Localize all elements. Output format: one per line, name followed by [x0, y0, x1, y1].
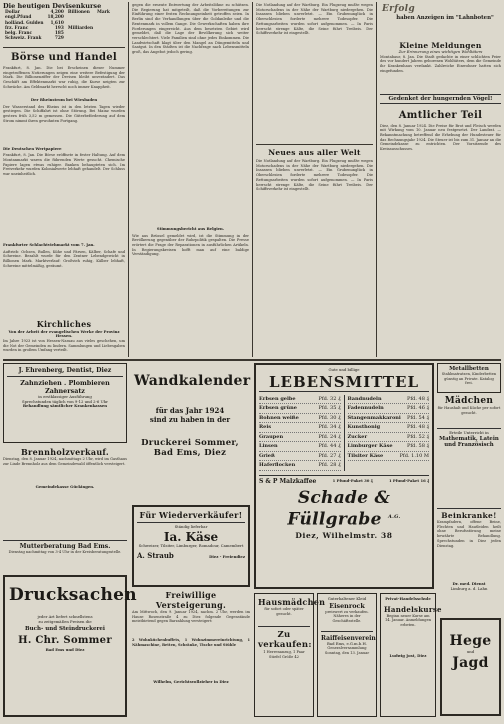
- price-row: [259, 423, 341, 433]
- rate-unit: Milliarden: [67, 25, 94, 31]
- price-row: [259, 404, 341, 414]
- price-item-name: Zucker: [347, 433, 368, 440]
- rate-label: holländ. Gulden: [5, 20, 44, 26]
- mid-column: [132, 3, 249, 358]
- price-row: [259, 461, 341, 471]
- column-rule: [128, 2, 129, 357]
- rate-unit: [66, 36, 95, 41]
- lebensmittel-lists: [259, 395, 429, 471]
- right-column: [380, 3, 501, 336]
- amtlich-text: Diez, den 8. Januar 1924. Die Preise für Brot und Fleisch werden mit Wirkung vom 10. Januar neu festgesetzt. Der Landrat. — Bekanntmachung betreffend die Erhebung der Hundesteuer für das Rechnungsjahr 1924. Die Steuer ist bis zum 31. Januar an die Gemeindekasse zu entrichten. Der Vorsitzende des Kreisausschusses.: [380, 123, 501, 152]
- ad-mutter: [3, 540, 127, 560]
- ad-lebensmittel: [254, 363, 434, 589]
- lahnbote-header: haben Anzeigen im "Lahnboten": [396, 15, 494, 21]
- ad-brennholz: [3, 447, 127, 490]
- kranken-text: Krampfadern, offene Beine, Flechten und Hautleiden heilt ohne Berufsstörung meine bewährte Behandlung. Sprechstunden in Diez jeden Dienstag.: [437, 520, 501, 548]
- price-row: [259, 414, 341, 424]
- rate-label: frz. Franc: [5, 25, 29, 31]
- column-rule: [252, 2, 253, 357]
- zucker-price: 1 Pfund-Paket 16 ₰: [388, 477, 429, 483]
- price-row: [259, 442, 341, 452]
- rate-label: Dollar: [5, 10, 20, 15]
- maedchen-lessons: Mathematik, Latein und Französisch: [439, 435, 499, 448]
- kranken-name: Dr. med. Dienst: [452, 581, 486, 586]
- schlacht-title: Frankfurter Schlachtviehmarkt vom 7. Jan.: [3, 242, 95, 248]
- price-item-name: Erbsen grüne: [259, 405, 297, 412]
- ad-metallbetten: [437, 363, 501, 393]
- malz-row: [259, 475, 429, 485]
- price-item-name: Stangenmakkaroni: [347, 414, 401, 421]
- rate-value: 4,200: [50, 10, 64, 15]
- price-row: [348, 414, 430, 424]
- price-item-price: Pfd. 32 ₰: [318, 395, 341, 402]
- dev-title: Die Deutschen Wertpapiere: [3, 145, 62, 151]
- hausmaedchen-text: für sofort oder später gesucht.: [264, 607, 304, 616]
- rate-note: Mark: [97, 10, 110, 15]
- kaese-title: Ia. Käse: [163, 529, 219, 544]
- brennholz-text: Dienstag, den 8. Januar 1924, nachmittags 2 Uhr, wird im Gasthaus zur Linde Brennholz aus dem Gemeindewald öffentlich versteigert.: [3, 457, 127, 466]
- section2-title: Stimmungsbericht aus Belgien.: [156, 226, 225, 231]
- ehrenberg-line1: Zahnziehen . Plombieren: [20, 379, 110, 387]
- mid-main-text: gegen die erneute Entwertung der Arbeitslöhne zu schützen. Die Regierung hat mitgeteilt, daß die Vorbereitungen zur Einführung einer festen Rechnungseinheit getroffen seien. In Berlin sind die Verhandlungen über die Goldanleihe und die Rentenmark in vollem Gange. Die Gewerkschaften haben ihre Forderungen eingereicht. Aus dem besetzten Gebiet wird gemeldet, daß die Lage der Bevölkerung sich weiter verschlechtert. Viele Familien sind ohne jedes Einkommen. Die Landwirtschaft klagt über den Mangel an Düngemitteln und Saatgut. In den Städten ist die Nachfrage nach Lebensmitteln groß, das Angebot jedoch gering.: [132, 3, 249, 55]
- ad-drucksachen: [3, 575, 137, 717]
- price-row: [348, 404, 430, 414]
- wandkalender-title: Wandkalender: [134, 373, 251, 389]
- ad-versteigerung: [132, 590, 250, 685]
- price-row: [259, 452, 341, 462]
- price-item-name: Bohnen weiße: [259, 414, 299, 421]
- price-item-price: Pfd. 24 ₰: [318, 433, 341, 440]
- kaese-sub: Ständig lieferbar: [174, 524, 208, 529]
- rate-value: 185: [54, 31, 64, 37]
- price-item-name: Grieß: [259, 452, 275, 459]
- ad-hausmaedchen: [254, 593, 326, 717]
- metall-text: Stahlmatratzen, Kinderbetten günstig an Private. Katalog frei.: [441, 372, 497, 386]
- price-item-price: Pfd. 34 ₰: [318, 424, 341, 431]
- amtlich-title: Amtlicher Teil: [398, 109, 483, 121]
- handelskurse-title: Handelskurse: [384, 604, 442, 614]
- drucksachen-name: H. Chr. Sommer: [18, 635, 112, 647]
- kleine-title: Kleine Meldungen: [399, 41, 482, 50]
- price-item-price: Pfd. 48 ₰: [406, 424, 429, 431]
- ehrenberg-line5: Behandlung sämtlicher Krankenkassen: [22, 403, 108, 409]
- exchange-rates-box: [3, 2, 125, 42]
- left-column: [3, 50, 125, 353]
- kaese-place: Diez - Freiendiez: [209, 554, 245, 560]
- price-row: [348, 395, 430, 405]
- versteigerung-signer: Wilhelm, Gerichtsvollzieher in Diez: [153, 679, 229, 684]
- versteigerung-items: 2 Wohnküchenbuffets, 1 Wohnzimmereinrichtung, 1 Nähmaschine, Betten, Schränke, Tische und Stühle: [132, 638, 250, 647]
- price-item-name: Limburger Käse: [347, 443, 393, 450]
- exchange-rates-title: Die heutigen Devisenkurse: [3, 2, 102, 10]
- ad-ehrenberg: [3, 363, 127, 443]
- kirchlich-title: Kirchliches: [36, 318, 92, 329]
- handelskurse-name: Ludwig Jost, Diez: [389, 652, 427, 658]
- kranken-place: Limburg a. d. Lahn: [450, 585, 488, 591]
- price-item-price: Pfd. 52 ₰: [406, 433, 429, 440]
- drucksachen-line3: Buch- und Steindruckerei: [25, 626, 105, 633]
- price-item-price: Pfd. 44 ₰: [318, 443, 341, 450]
- rate-unit: Billionen: [67, 10, 90, 15]
- hege-line2: und: [466, 649, 475, 654]
- price-item-price: Pfd. 46 ₰: [406, 405, 429, 412]
- kleine-sub: Zur Erinnerung eines wichtigen Wohltäters: [398, 49, 483, 54]
- hege-line3: Jagd: [452, 654, 489, 671]
- kirchlich-sub: Von der Arbeit der evangelischen Werke der Provinz Hessen.: [8, 328, 120, 339]
- news-text: Die Notlandung auf der Wartburg. Ein Flugzeug mußte wegen Motorschadens in der Nähe der Wartburg niedergehen. Die Insassen blieben unverletzt. — Ein Grubenunglück in Oberschlesien forderte mehrere Todesopfer. Die Rettungsarbeiten wurden sofort aufgenommen. — In Paris herrscht strenge Kälte, die Seine führt Treibeis. Der Schiffsverkehr ist eingestellt.: [256, 159, 373, 192]
- exchange-rate-row: [3, 36, 112, 41]
- ad-hege-jagd: [440, 618, 501, 716]
- raiffeisen-text: Generalversammlung Sonntag, den 13. Januar: [324, 646, 370, 655]
- boerse-title: Börse und Handel: [10, 52, 118, 63]
- price-item-name: Erbsen gelbe: [259, 395, 296, 402]
- price-item-price: Pfd. 54 ₰: [406, 414, 429, 421]
- drucksachen-place: Bad Ems und Diez: [45, 647, 85, 653]
- kaese-name: A. Straub: [137, 551, 174, 561]
- news-cont-text: Die Notlandung auf der Wartburg. Ein Flugzeug mußte wegen Motorschadens in der Nähe der Wartburg niedergehen. Die Insassen blieben unverletzt. — Ein Grubenunglück in Oberschlesien forderte mehrere Todesopfer. Die Rettungsarbeiten wurden sofort aufgenommen. — In Paris herrscht strenge Kälte, die Seine führt Treibeis. Der Schiffsverkehr ist eingestellt.: [256, 3, 373, 36]
- price-item-price: Pfd. 1.10 M: [399, 452, 429, 459]
- eisen-head: Guterhaltener Kleid: [327, 596, 367, 601]
- schlacht-text: Auftrieb: Ochsen, Bullen, Kühe und Färsen, Kälber, Schafe und Schweine. Bezahlt wurde für den Zentner Lebendgewicht in Billionen Mark. Marktverlauf: Großvieh ruhig, Kälber lebhaft, Schweine mittelmäßig, geräumt.: [3, 249, 125, 268]
- price-row: [348, 442, 430, 452]
- schade-suffix: A.G.: [387, 513, 401, 520]
- kaese-line: Schweizer, Tilsiter, Limburger, Romadour, Camembert: [138, 542, 244, 548]
- verkaufen-title: Zu verkaufen:: [258, 630, 312, 650]
- price-item-name: Reis: [259, 424, 272, 431]
- maedchen-title: Mädchen: [444, 396, 494, 406]
- ad-beinkranke: [437, 508, 501, 591]
- price-row: [348, 433, 430, 443]
- lebensmittel-list-left: [259, 395, 341, 471]
- price-row: [348, 423, 430, 433]
- divider: [3, 47, 125, 48]
- ehrenberg-line4: Sprechstunden täglich von 9-12 und 2-6 Uhr: [22, 398, 108, 404]
- rate-value: 18,200: [47, 15, 64, 21]
- news-column: [256, 3, 373, 355]
- wandkalender-line2: sind zu haben in der: [149, 415, 231, 424]
- price-item-price: Pfd. 30 ₰: [318, 414, 341, 421]
- erfolg-box: [380, 3, 501, 41]
- news-title: Neues aus aller Welt: [268, 148, 361, 157]
- rate-note: [95, 36, 112, 41]
- price-item-name: Bandnudeln: [347, 395, 382, 402]
- lebensmittel-title: LEBENSMITTEL: [259, 373, 429, 392]
- price-item-name: Graupen: [259, 433, 284, 440]
- kranken-title: Beinkranke!: [441, 511, 497, 520]
- hausmaedchen-title: Hausmädchen: [258, 597, 326, 607]
- price-item-price: Pfd. 35 ₰: [318, 405, 341, 412]
- price-row: [348, 452, 430, 462]
- dev-text: Frankfurt, 8. Jan. Die Börse eröffnete in fester Haltung. Auf dem Montanmarkt waren die führenden Werte gesucht. Chemische Papiere lagen etwas ruhiger. Banken behaupteten sich. Im Freiverkehr wurden Kolonialwerte lebhaft gehandelt. Der Schluss war uneinheitlich.: [3, 153, 125, 176]
- ad-wandkalender: [130, 363, 250, 503]
- eisen-text: preiswert zu verkaufen. Näheres in der Geschäftsstelle.: [325, 609, 369, 623]
- gedenket-line: Gedenket der hungernden Vögel!: [380, 94, 501, 104]
- schade-title: [259, 489, 429, 530]
- versteigerung-title: Freiwillige Versteigerung.: [155, 590, 227, 610]
- eisen-title: Eisenrock: [329, 601, 365, 610]
- price-item-name: Linsen: [259, 443, 278, 450]
- rhein-text: Der Wasserstand des Rheins ist in den letzten Tagen wieder gestiegen. Die Schiffahrt ist ohne Störung. Bei Mainz wurden gestern früh 3,52 m gemessen. Die Güterbeförderung auf dem Strom nimmt ihren gewohnten Fortgang.: [3, 104, 125, 123]
- price-item-name: Fadennudeln: [347, 405, 384, 412]
- malz-label: S & P Malzkaffee: [259, 477, 317, 485]
- handelskurse-text: Beginn neuer Kurse am 14. Januar. Anmeldungen erbeten.: [384, 613, 432, 627]
- rhein-title: Der Rheinstrom bei Wiesbaden: [30, 97, 98, 102]
- kaese-head: Für Wiederverkäufer!: [137, 510, 245, 523]
- rate-value: 1,610: [50, 20, 64, 26]
- lebensmittel-list-right: [348, 395, 430, 471]
- price-item-price: Pfd. 28 ₰: [318, 462, 341, 469]
- brennholz-title: Brennholzverkauf.: [21, 447, 109, 457]
- price-item-name: Kunsthonig: [347, 424, 381, 431]
- rate-label: Schweiz. Frank: [5, 36, 42, 42]
- section2-text: Wie aus Brüssel gemeldet wird, ist die Stimmung in der Bevölkerung gegenüber der Ruhrpolitik gespalten. Die Presse erörtert die Frage der Reparationen in ausführlichen Artikeln. In Regierungskreisen hofft man auf eine baldige Verständigung.: [132, 233, 249, 257]
- malz-price: 1 Pfund-Paket 30 ₰: [332, 477, 373, 483]
- kirchlich-text: Im Jahre 1923 ist von Hessen-Nassau aus vieles geschehen, um die Not der Gemeinden zu lindern. Sammlungen und Liebesgaben wurden in großem Umfang verteilt.: [3, 338, 125, 353]
- mutter-title: Mutterberatung Bad Ems.: [19, 543, 111, 550]
- price-item-name: Haferflocken: [259, 462, 296, 469]
- ad-handelskurse: [380, 593, 442, 717]
- rate-label: belg. Franc: [5, 31, 33, 37]
- schade-name: Schade & Füllgrabe: [287, 487, 391, 530]
- price-item-price: Pfd. 27 ₰: [318, 452, 341, 459]
- drucksachen-line1: jeder Art liefert schnellstens: [37, 614, 93, 619]
- divider: [256, 144, 373, 145]
- drucksachen-title: Drucksachen: [9, 585, 137, 605]
- schade-address: Diez, Wilhelmstr. 38: [295, 531, 393, 541]
- price-item-price: Pfd. 58 ₰: [406, 443, 429, 450]
- raiffeisen-title: Raiffeisenverein: [321, 634, 376, 642]
- price-item-name: Tilsiter Käse: [347, 452, 384, 459]
- price-item-price: Pfd. 48 ₰: [406, 395, 429, 402]
- ad-maedchen: [437, 396, 501, 448]
- maedchen-text: für Haushalt und Küche per sofort gesucht.: [437, 406, 501, 415]
- verkaufen-text: 1 Herrenanzug, 1 Paar Stiefel Größe 42: [263, 650, 305, 659]
- maedchen-sub: Erteile Unterricht in: [449, 430, 489, 435]
- price-row: [259, 433, 341, 443]
- versteigerung-text: Am Mittwoch, den 9. Januar 1924, nachm. 2 Uhr, werden im Hause Rosenstraße 4 zu Diez folgende Gegenstände meistbietend gegen Barzahlung versteigert:: [132, 610, 250, 624]
- raiffeisen-place: Bad Ems, e.G.m.b.H.: [327, 640, 367, 646]
- exchange-rates-table: [3, 10, 112, 42]
- ehrenberg-line2: Zahnersatz: [45, 387, 85, 395]
- ehrenberg-line3: in erstklassiger Ausführung: [38, 394, 92, 399]
- column-rule: [376, 2, 377, 357]
- wandkalender-firm: Druckerei Sommer, Bad Ems, Diez: [141, 438, 239, 458]
- drucksachen-line2: zu zeitgemäßen Preisen die: [38, 618, 92, 624]
- metall-head: Metallbetten: [449, 366, 489, 372]
- ad-kaese: [132, 505, 250, 587]
- rate-value: 193: [54, 25, 64, 31]
- lebensmittel-head: Gute und billige: [328, 367, 360, 372]
- kleine-text: Montabaur, 8. Jan. Die Stadt gedachte in einer schlichten Feier des vor hundert Jahren geborenen Wohltäters, dem die Gemeinde ihr Krankenhaus verdankt. Zahlreiche Einwohner hatten sich eingefunden.: [380, 54, 501, 73]
- ad-eisen-raiffeisen: [317, 593, 377, 717]
- ehrenberg-name: J. Ehrenberg, Dentist, Diez: [18, 367, 112, 374]
- erfolg-word: Erfolg: [382, 4, 415, 14]
- ads-divider: [3, 359, 501, 361]
- rate-label: engl.Pfund: [5, 15, 32, 21]
- hege-line1: Hege: [449, 633, 492, 649]
- price-row: [259, 395, 341, 405]
- rate-value: 729: [54, 36, 64, 42]
- mutter-text: Dienstag nachmittag von 3-4 Uhr in der Kreisberatungsstelle.: [8, 550, 122, 554]
- wandkalender-line1: für das Jahr 1924: [155, 406, 225, 415]
- handelskurse-head: Privat-Handelsschule: [385, 596, 431, 601]
- boerse-text: Frankfurt, 8. Jan. Die bei Erscheinen dieser Nummer eingetroffenen Notierungen zeigen eine weitere Befestigung der Mark. Die Billionenziffer der Devisen bleibt unverändert. Das Geschäft am Effektenmarkt war ruhig, die Kurse neigten zur Schwäche. Am Geldmarkt herrscht noch immer Knappheit.: [3, 66, 125, 89]
- brennholz-signer: Gemeindekasse Gückingen.: [35, 484, 95, 489]
